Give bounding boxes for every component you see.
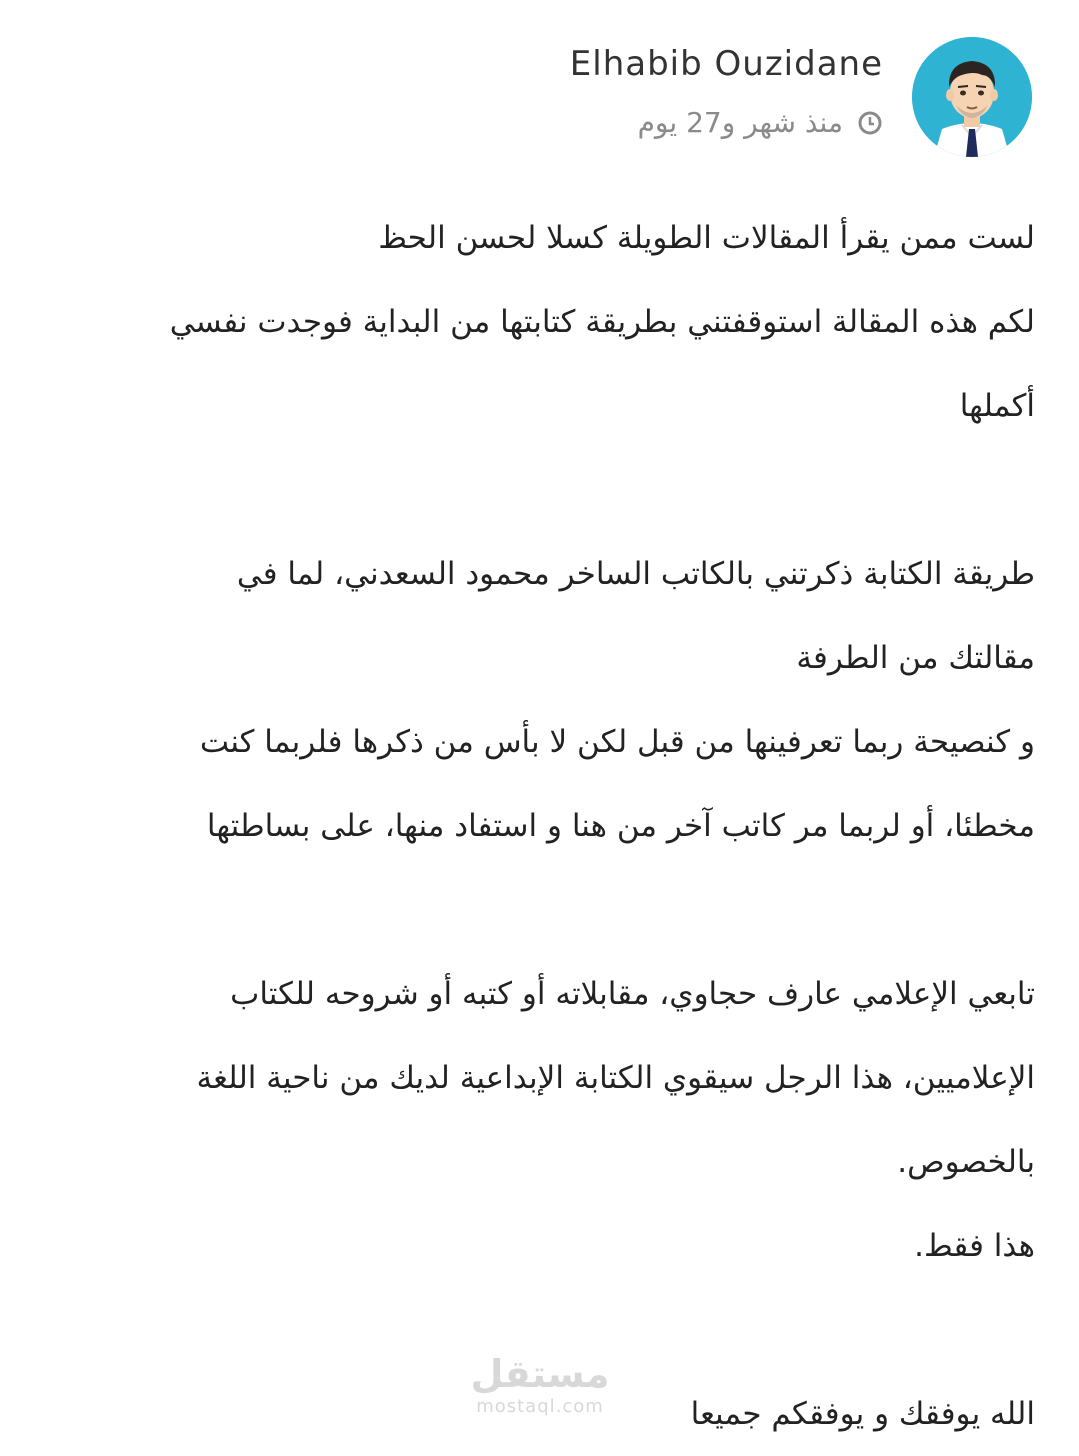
comment-line: بالخصوص.	[897, 1144, 1035, 1180]
comment-line: لكم هذه المقالة استوقفتني بطريقة كتابتها من البداية فوجدت نفسي	[169, 304, 1035, 340]
comment-line: الله يوفقك و يوفقكم جميعا	[690, 1396, 1035, 1432]
comment-line: أكملها	[959, 388, 1035, 424]
author-name[interactable]: Elhabib Ouzidane	[569, 44, 883, 84]
avatar-cartoon-man-icon	[912, 37, 1032, 157]
comment-header	[0, 0, 1079, 180]
comment-line: مخطئا، أو لربما مر كاتب آخر من هنا و استفاد منها، على بساطتها	[206, 808, 1035, 844]
comment-line: مقالتك من الطرفة	[796, 640, 1035, 676]
time-ago-text: منذ شهر و27 يوم	[637, 106, 843, 139]
comment-line: لست ممن يقرأ المقالات الطويلة كسلا لحسن الحظ	[378, 220, 1035, 256]
comment-blank-line	[40, 868, 1035, 952]
comment-body	[40, 196, 1035, 1456]
post-timestamp	[638, 106, 883, 139]
comment-line: و كنصيحة ربما تعرفينها من قبل لكن لا بأس من ذكرها فلربما كنت	[199, 724, 1035, 760]
watermark-url: mostaql.com	[476, 1396, 604, 1417]
comment-line: الإعلاميين، هذا الرجل سيقوي الكتابة الإبداعية لديك من ناحية اللغة	[196, 1060, 1035, 1096]
comment-line: طريقة الكتابة ذكرتني بالكاتب الساخر محمود السعدني، لما في	[236, 556, 1035, 592]
comment-line: هذا فقط.	[914, 1228, 1035, 1264]
clock-icon	[857, 110, 883, 136]
comment-blank-line	[40, 448, 1035, 532]
mostaql-watermark	[470, 1352, 610, 1422]
avatar[interactable]	[912, 37, 1032, 157]
watermark-logo: مستقل	[470, 1352, 610, 1396]
comment-line: تابعي الإعلامي عارف حجاوي، مقابلاته أو كتبه أو شروحه للكتاب	[230, 976, 1035, 1012]
